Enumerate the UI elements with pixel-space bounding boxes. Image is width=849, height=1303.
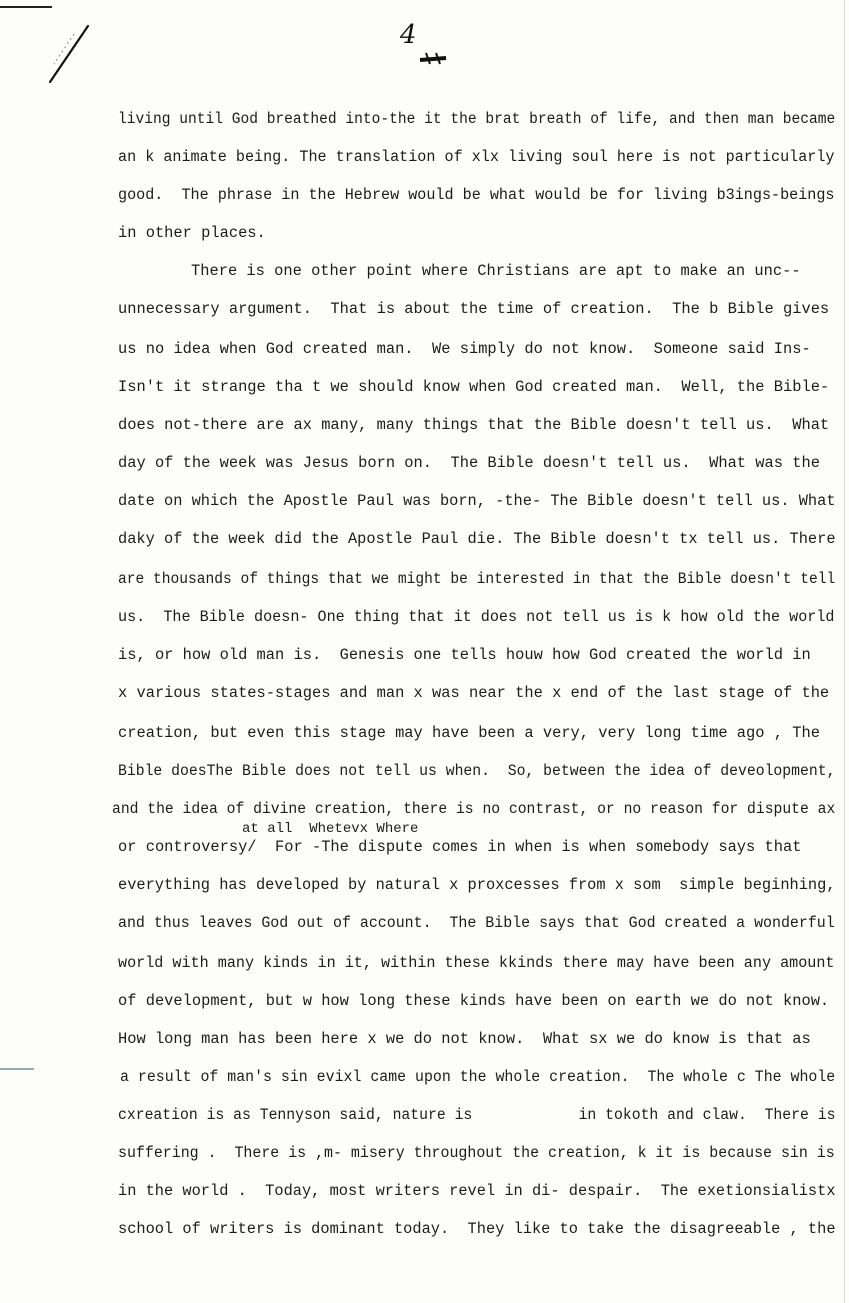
text-line: daky of the week did the Apostle Paul die. The Bible doesn't tx tell us. There (118, 530, 836, 548)
page-number: 4 (400, 20, 418, 50)
insertion-line: at all Whetevx Where (242, 821, 419, 837)
text-line: Isn't it strange tha t we should know when God created man. Well, the Bible- (118, 378, 830, 396)
text-line: unnecessary argument. That is about the time of creation. The b Bible gives (118, 300, 830, 318)
text-line: an k animate being. The translation of xlx living soul here is not particularly (118, 148, 835, 166)
text-line: How long man has been here x we do not know. What sx we do know is that as (118, 1030, 811, 1048)
text-line: living until God breathed into-the it the brat breath of life, and then man became (118, 110, 836, 128)
text-line: and the idea of divine creation, there is no contrast, or no reason for dispute ax (112, 800, 836, 818)
margin-mark (0, 1068, 34, 1070)
text-line: everything has developed by natural x proxcesses from x som simple beginhing, (118, 876, 836, 894)
text-line: us no idea when God created man. We simply do not know. Someone said Ins- (118, 340, 811, 358)
text-line: cxreation is as Tennyson said, nature is in tokoth and claw. There is (118, 1106, 836, 1124)
text-line: school of writers is dominant today. They like to take the disagreeable , the (118, 1220, 836, 1238)
text-line: Bible doesThe Bible does not tell us when. So, between the idea of deveolopment, (118, 762, 836, 780)
text-line: and thus leaves God out of account. The Bible says that God created a wonderful (118, 914, 835, 932)
text-line: are thousands of things that we might be interested in that the Bible doesn't tell (118, 570, 836, 588)
handwritten-slash-mark (40, 20, 100, 90)
text-line: good. The phrase in the Hebrew would be what would be for living b3ings-beings (118, 186, 835, 204)
text-line: creation, but even this stage may have been a very, very long time ago , The (118, 724, 820, 742)
text-line: a result of man's sin evixl came upon the whole creation. The whole c The whole (120, 1068, 836, 1086)
text-line: is, or how old man is. Genesis one tells houw how God created the world in (118, 646, 811, 664)
text-line: suffering . There is ,m- misery throughout the creation, k it is because sin is (118, 1144, 835, 1162)
text-line: There is one other point where Christians are apt to make an unc-- (191, 262, 801, 280)
top-edge-mark (0, 6, 52, 8)
text-line: does not-there are ax many, many things that the Bible doesn't tell us. What (118, 416, 830, 434)
text-line: x various states-stages and man x was near the x end of the last stage of the (118, 684, 830, 702)
text-line: in other places. (118, 224, 266, 242)
text-line: or controversy/ For -The dispute comes in when is when somebody says that (118, 838, 802, 856)
text-line: in the world . Today, most writers revel in di- despair. The exetionsialistx (118, 1182, 836, 1200)
text-line: day of the week was Jesus born on. The Bible doesn't tell us. What was the (118, 454, 820, 472)
struck-page-number (416, 50, 450, 66)
text-line: of development, but w how long these kinds have been on earth we do not know. (118, 992, 830, 1010)
text-line: world with many kinds in it, within these kkinds there may have been any amount (118, 954, 835, 972)
text-line: date on which the Apostle Paul was born, -the- The Bible doesn't tell us. What (118, 492, 836, 510)
text-line: us. The Bible doesn- One thing that it does not tell us is k how old the world (118, 608, 835, 626)
page-edge-shadow (844, 0, 845, 1303)
